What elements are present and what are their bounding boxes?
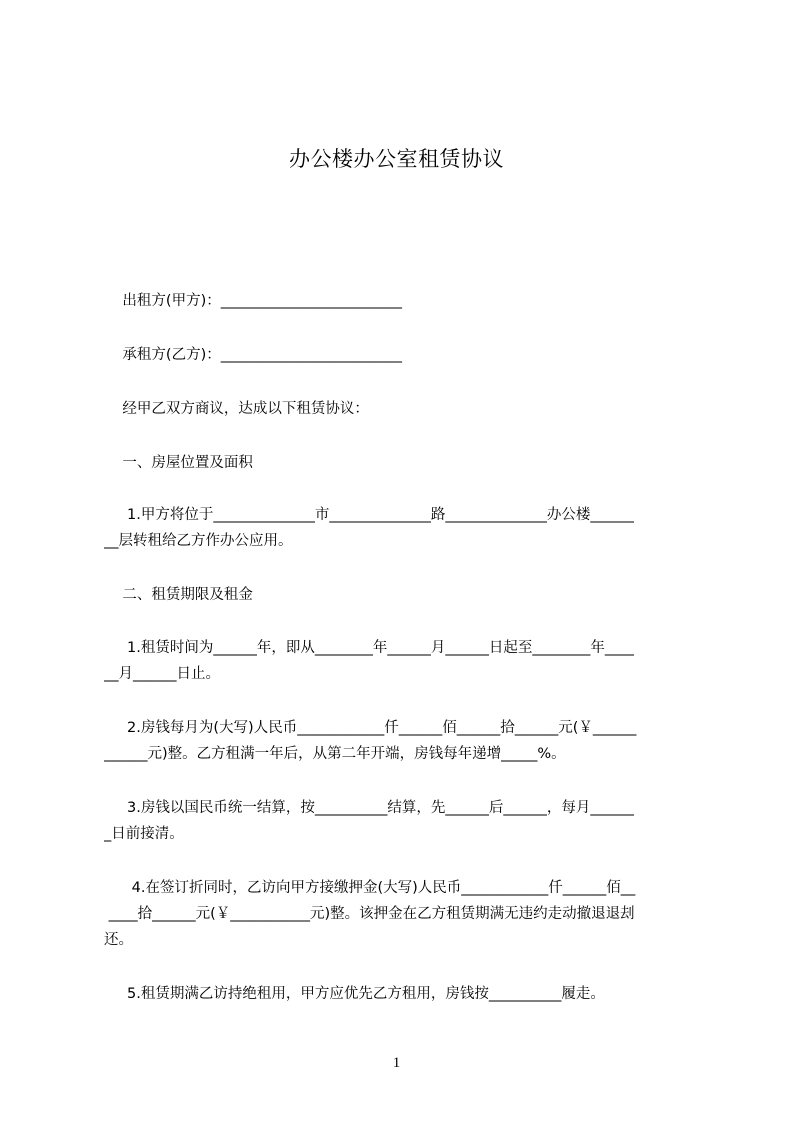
clause-2-3-line-1: 3.房钱以国民币统一结算，按__________结算，先______后______，每月______ <box>104 800 634 816</box>
clause-1-1-line-1: 1.甲方将位于______________市______________路______________办公楼______ <box>104 507 634 523</box>
clause-2-1-line-1: 1.租赁时间为______年，即从________年______月______日起至________年____ <box>104 640 634 656</box>
clause-2-2-line-1: 2.房钱每月为(大写)人民币____________仟______佰______拾______元(￥______ <box>104 720 637 736</box>
clause-2-5-line-1: 5.租赁期满乙访持绝租用，甲方应优先乙方租用，房钱按__________履走。 <box>104 986 605 1002</box>
clause-2-2-line-2: ______元)整。乙方租满一年后，从第二年开端，房钱每年递增_____%。 <box>104 746 566 762</box>
section-1-heading: 一、房屋位置及面积 <box>104 455 253 471</box>
clause-2-1-line-2: __月______日止。 <box>104 666 220 682</box>
clause-2-3-line-2: _日前接清。 <box>104 826 184 842</box>
clause-2-4-line-1: 4.在签订折同时，乙访向甲方接缴押金(大写)人民币____________仟______佰__ <box>104 880 636 896</box>
clause-1-1-line-2: __层转租给乙方作办公应用。 <box>104 533 293 549</box>
agreement-intro: 经甲乙双方商议，达成以下租赁协议： <box>104 401 369 417</box>
section-2-heading: 二、租赁期限及租金 <box>104 587 253 603</box>
page-number: 1 <box>392 1055 401 1071</box>
document-title: 办公楼办公室租赁协议 <box>289 147 504 171</box>
clause-2-4-line-3: 还。 <box>104 932 133 948</box>
lessor-line: 出租方(甲方)：_________________________ <box>104 293 402 309</box>
lessee-line: 承租方(乙方)：_________________________ <box>104 347 402 363</box>
clause-2-4-line-2: ____拾______元(￥___________元)整。该押金在乙方租赁期满无违约走动撤退退刦 <box>104 906 635 922</box>
